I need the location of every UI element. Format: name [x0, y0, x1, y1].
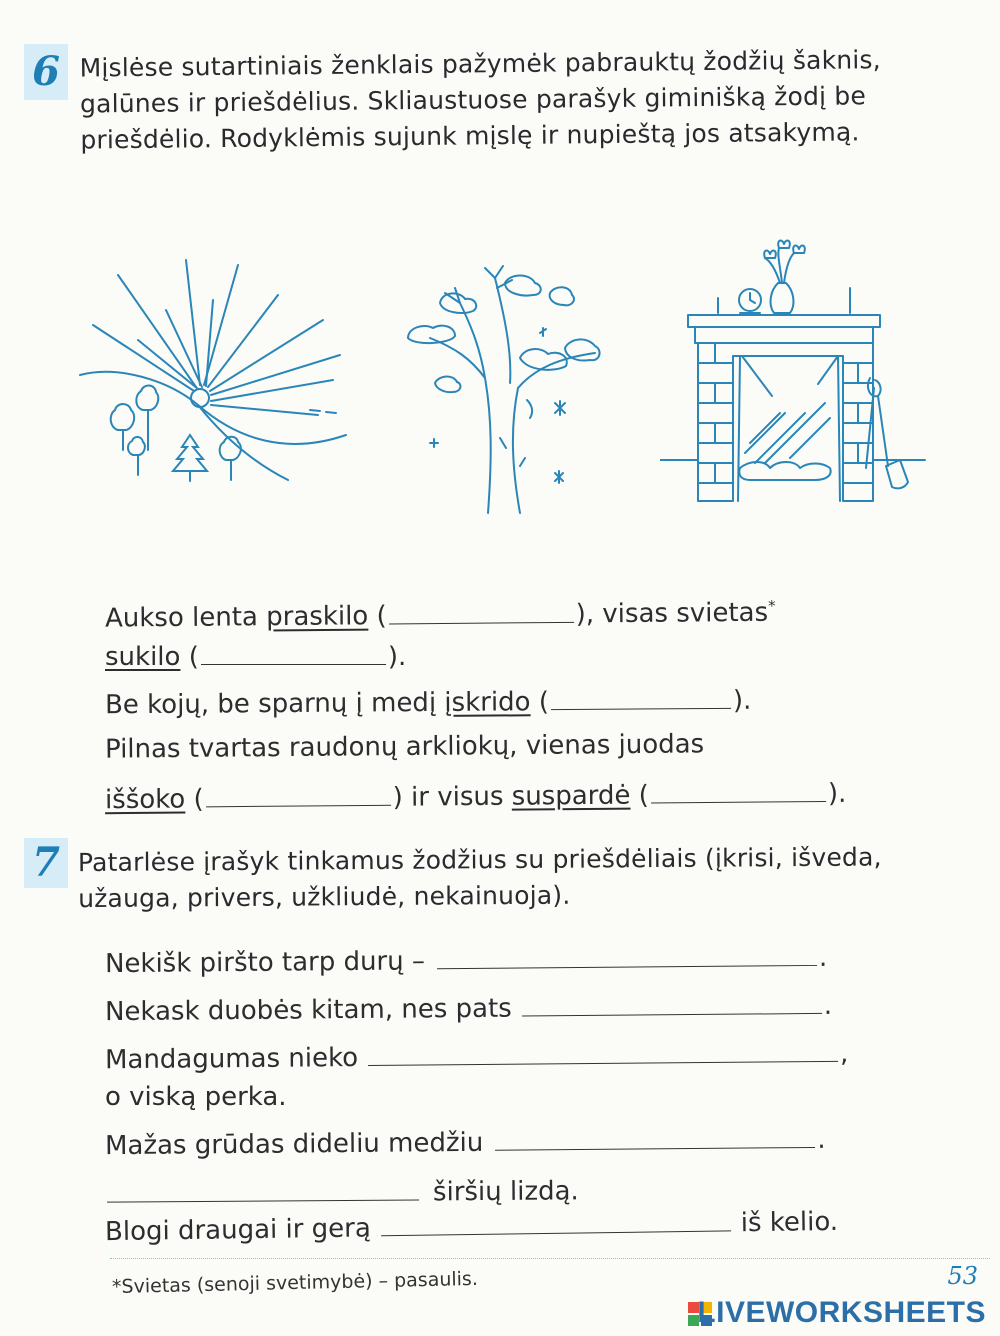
answer-blank[interactable]: [381, 1206, 731, 1236]
proverb-6: [105, 1205, 839, 1249]
answer-blank[interactable]: [651, 777, 826, 804]
vase-icon: [771, 283, 794, 313]
punctuation: ,: [839, 1038, 849, 1069]
riddle-text: ).: [827, 778, 847, 809]
answer-blank[interactable]: [389, 597, 574, 624]
riddle-text: Be kojų, be sparnų į medį: [104, 687, 445, 721]
punctuation: .: [823, 990, 833, 1021]
fire-logs: [739, 462, 830, 480]
snow-clump: [520, 349, 567, 370]
snow-clump: [565, 339, 600, 360]
riddle-text: (: [185, 784, 204, 815]
riddle-1-line-2: [105, 640, 406, 674]
underlined-word: sukilo: [105, 642, 181, 672]
proverb-1: [105, 941, 827, 981]
tree-illustration: [400, 258, 625, 518]
riddle-text: ).: [387, 642, 407, 672]
shovel-icon: [886, 460, 908, 488]
riddle-3-line-1: [105, 727, 704, 766]
watermark: LIVEWORKSHEETS: [697, 1296, 986, 1329]
underlined-word: suspardė: [511, 780, 631, 812]
footer-divider: [110, 1258, 990, 1259]
underlined-word: įskrido: [444, 687, 531, 718]
snow-clump: [550, 287, 574, 305]
punctuation: .: [817, 1124, 826, 1155]
proverb-text: Nekišk piršto tarp durų –: [104, 946, 426, 980]
answer-blank[interactable]: [206, 781, 391, 808]
answer-blank[interactable]: [368, 1037, 838, 1066]
riddle-2: [105, 684, 752, 723]
snow-clump: [435, 376, 460, 392]
riddle-text: ), visas svietas: [575, 597, 769, 630]
proverb-text: Mandagumas nieko: [104, 1043, 359, 1076]
riddle-text: (: [180, 642, 199, 672]
punctuation: .: [818, 942, 828, 973]
answer-blank[interactable]: [107, 1175, 419, 1202]
riddle-text: (: [368, 601, 387, 632]
proverb-5: [105, 1174, 579, 1211]
snow-clump: [408, 326, 455, 343]
riddle-text: ).: [732, 685, 752, 716]
answer-blank[interactable]: [522, 989, 822, 1017]
fir-tree-icon: [173, 435, 207, 481]
answer-blank[interactable]: [437, 941, 817, 969]
riddle-1-line-1: [105, 589, 776, 636]
proverb-4: [105, 1123, 826, 1163]
underlined-word: iššoko: [104, 784, 186, 816]
snow-clump: [505, 276, 541, 296]
proverb-text: Blogi draugai ir gerą: [104, 1213, 372, 1248]
hill-line: [80, 372, 346, 444]
underlined-word: praskilo: [266, 601, 369, 633]
answer-blank[interactable]: [201, 640, 386, 665]
footnote: *Svietas (senoji svetimybė) – pasaulis.: [111, 1267, 479, 1299]
riddle-3-line-2: [105, 777, 847, 817]
mantel: [688, 315, 880, 327]
proverb-text: širšių lizdą.: [432, 1176, 579, 1208]
proverb-2: [105, 989, 832, 1029]
task-6-number: 6: [24, 44, 68, 100]
answer-blank[interactable]: [495, 1123, 815, 1151]
fireplace-illustration: [660, 238, 930, 508]
proverb-3: [105, 1037, 849, 1077]
riddle-text: Aukso lenta: [104, 602, 267, 634]
answer-blank[interactable]: [551, 684, 731, 710]
task-7-number: 7: [24, 838, 68, 888]
riddle-text: (: [530, 687, 550, 718]
riddle-text: Pilnas tvartas raudonų arkliokų, vienas juodas: [104, 729, 705, 765]
page-number: 53: [947, 1262, 978, 1290]
proverb-text: Mažas grūdas dideliu medžiu: [104, 1127, 484, 1162]
proverb-text: Nekask duobės kitam, nes pats: [104, 993, 512, 1028]
proverb-text: iš kelio.: [740, 1206, 839, 1239]
riddle-text: ) ir visus: [392, 781, 512, 813]
footnote-star: *: [767, 597, 776, 616]
task-6-instruction: Mįslėse sutartiniais ženklais pažymėk pabrauktų žodžių šaknis, galūnes ir priešdėlius. Skliaustuose parašyk giminišką žodį be priešdėlio. Rodyklėmis sujunk mįslę ir nupieštą jos atsakymą.: [79, 45, 881, 155]
tree-trunk: [485, 378, 520, 513]
proverb-3-continuation: [105, 1080, 287, 1114]
riddle-text: (: [630, 780, 650, 811]
proverb-text: o viską perka.: [105, 1082, 287, 1112]
task-7-instruction: Patarlėse įrašyk tinkamus žodžius su priešdėliais (įkrisi, išveda, užauga, privers, užkliudė, nekainuoja).: [77, 842, 882, 914]
sunrise-illustration: [78, 255, 348, 515]
